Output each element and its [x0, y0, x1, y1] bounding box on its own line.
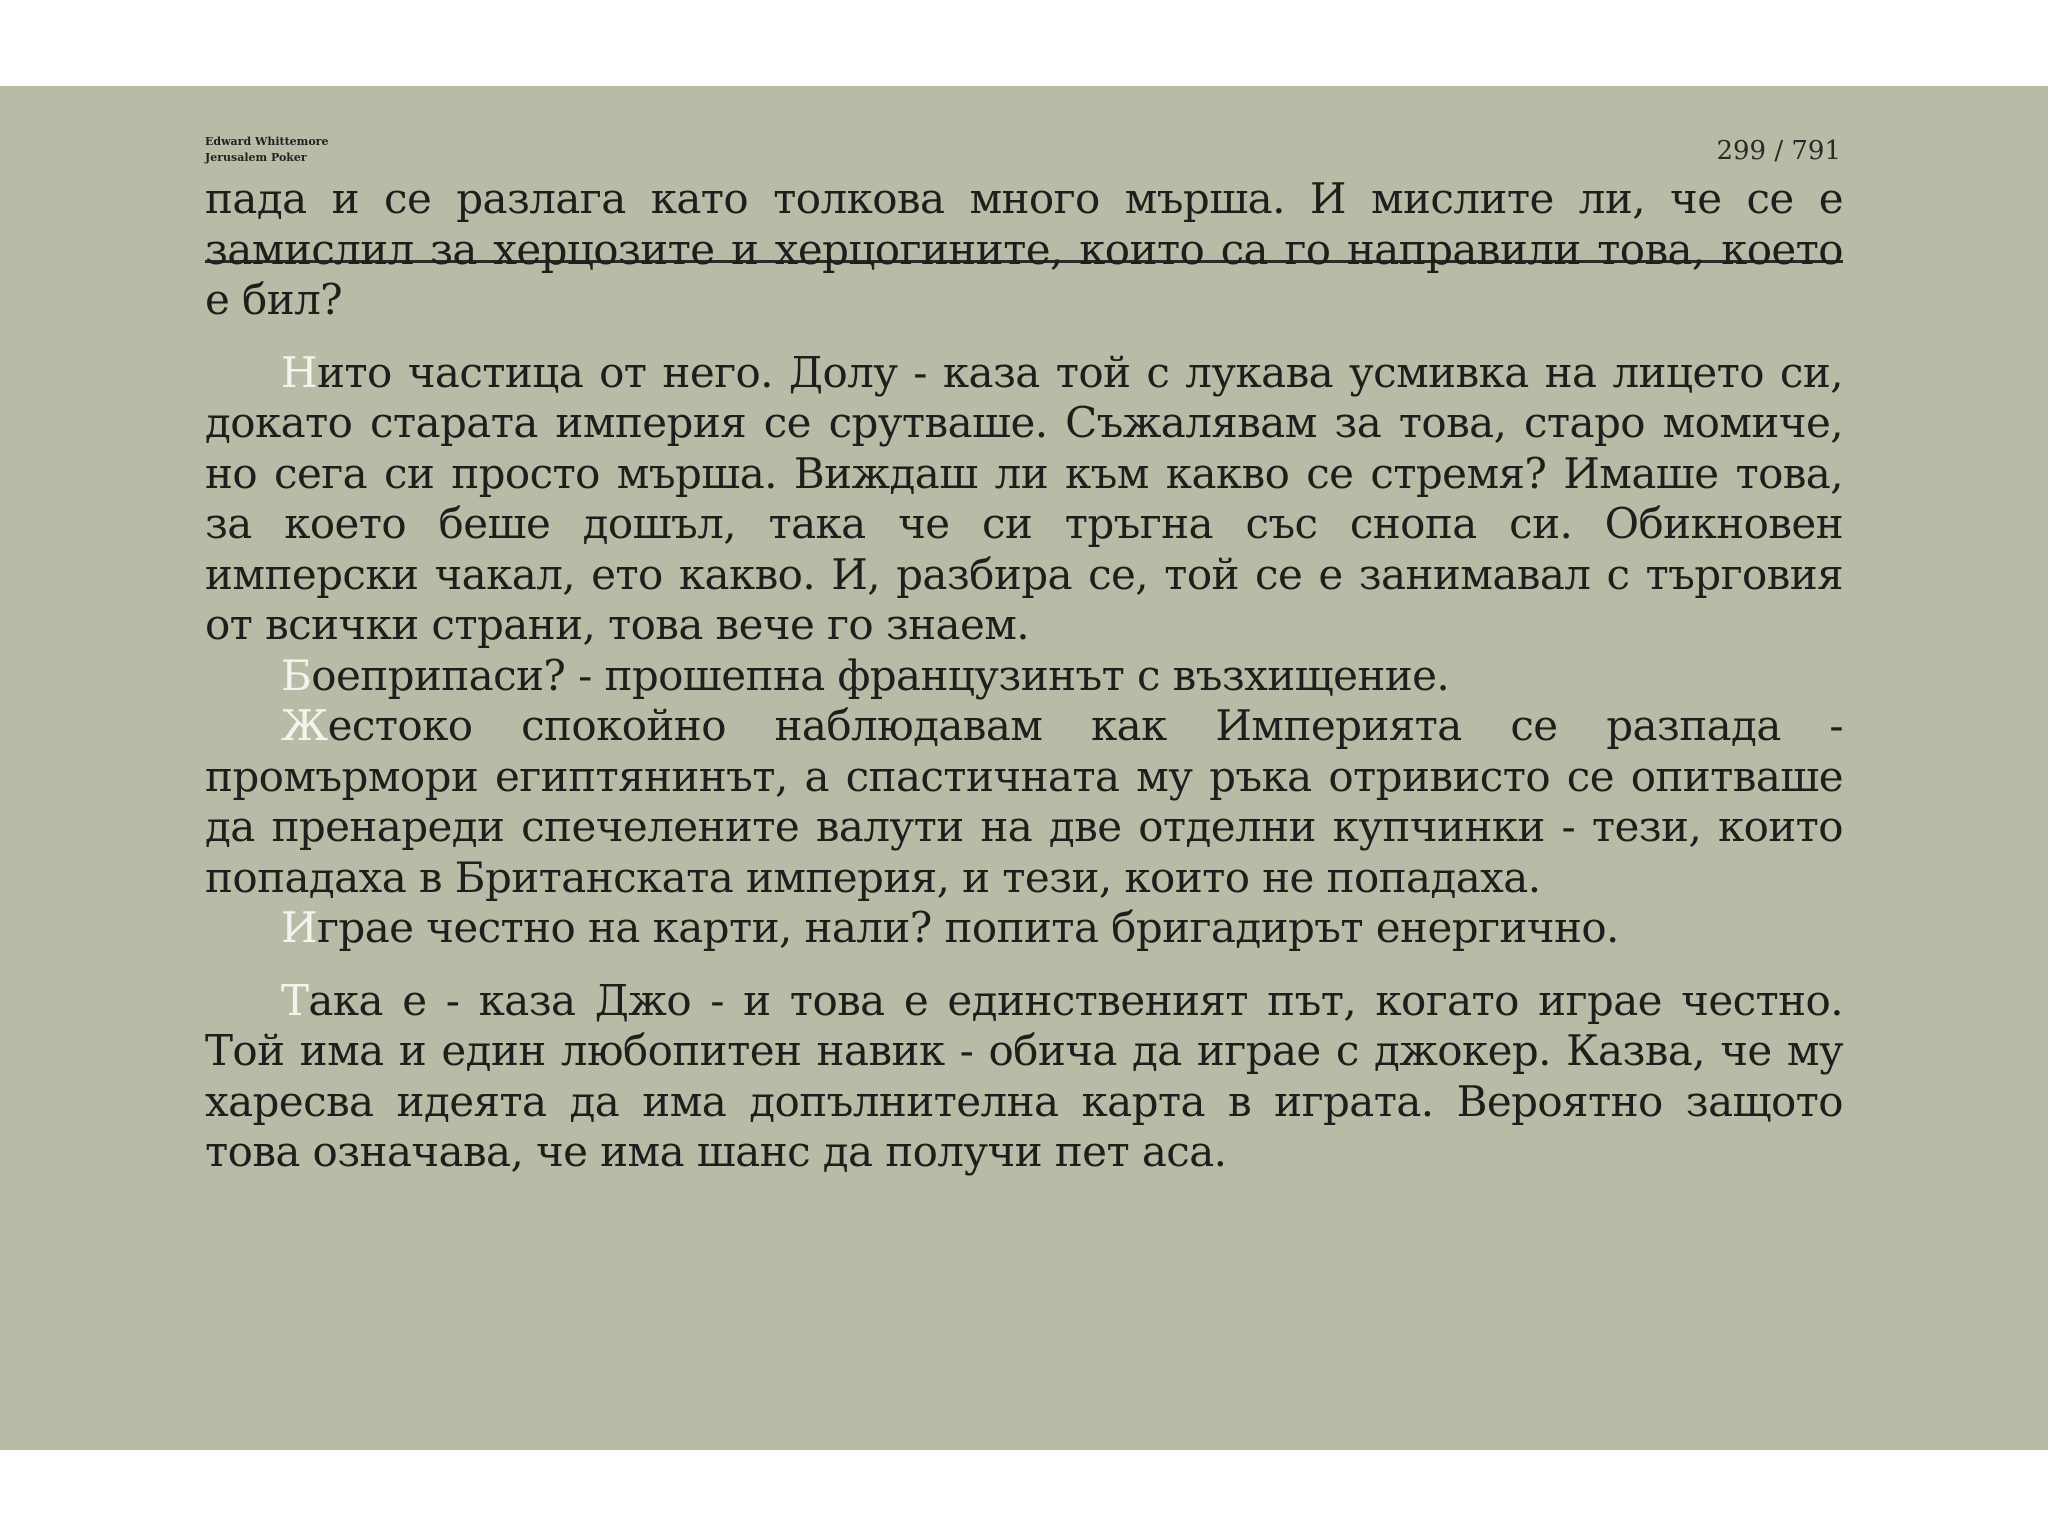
paragraph [205, 651, 1843, 702]
paragraph-text: естоко спокойно наблюдавам как Империята се разпада - промърмори египтянинът, а спастичната му ръка отривисто се опитваше да пренареди спечелените валути на две отделни купчинки - тези, които попадаха в Британската империя, и тези, които не попадаха. [205, 701, 1843, 902]
paragraph-text: ито частица от него. Долу - каза той с лукава усмивка на лицето си, докато старата империя се срутваше. Съжалявам за това, старо момиче, но сега си просто мърша. Виждаш ли към какво се стремя? Имаше това, за което беше дошъл, така че си тръгна със снопа си. Обикновен имперски чакал, ето какво. И, разбира се, той се е занимавал с търговия от всички страни, това вече го знаем. [205, 347, 1843, 649]
paragraph [205, 348, 1843, 651]
paragraph-text: оеприпаси? - прошепна французинът с възхищение. [311, 650, 1450, 700]
paragraph [205, 976, 1843, 1178]
book-text[interactable] [205, 174, 1843, 1178]
book-author: Edward Whittemore [205, 135, 329, 148]
paragraph [205, 174, 1843, 326]
paragraph-initial: Т [281, 975, 309, 1025]
paragraph-initial: Ж [281, 701, 328, 750]
paragraph-initial: Н [281, 347, 318, 397]
paragraph [205, 903, 1843, 954]
paragraph-initial: Б [281, 650, 312, 700]
page-indicator: 299 / 791 [1716, 136, 1841, 166]
paragraph [205, 701, 1843, 903]
paragraph-text: пада и се разлага като толкова много мърша. И мислите ли, че се е замислил за херцозите и херцогините, които са го направили това, което е бил? [205, 174, 1843, 324]
paragraph-text: ака е - каза Джо - и това е единственият път, когато играе честно. Той има и един любопитен навик - обича да играе с джокер. Казва, че му харесва идеята да има допълнителна карта в играта. Вероятно защото това означава, че има шанс да получи пет аса. [205, 975, 1843, 1176]
book-meta [205, 134, 328, 166]
paragraph-text: грае честно на карти, нали? попита бригадирът енергично. [317, 903, 1619, 952]
book-title: Jerusalem Poker [205, 151, 307, 164]
paragraph-initial: И [281, 903, 318, 952]
